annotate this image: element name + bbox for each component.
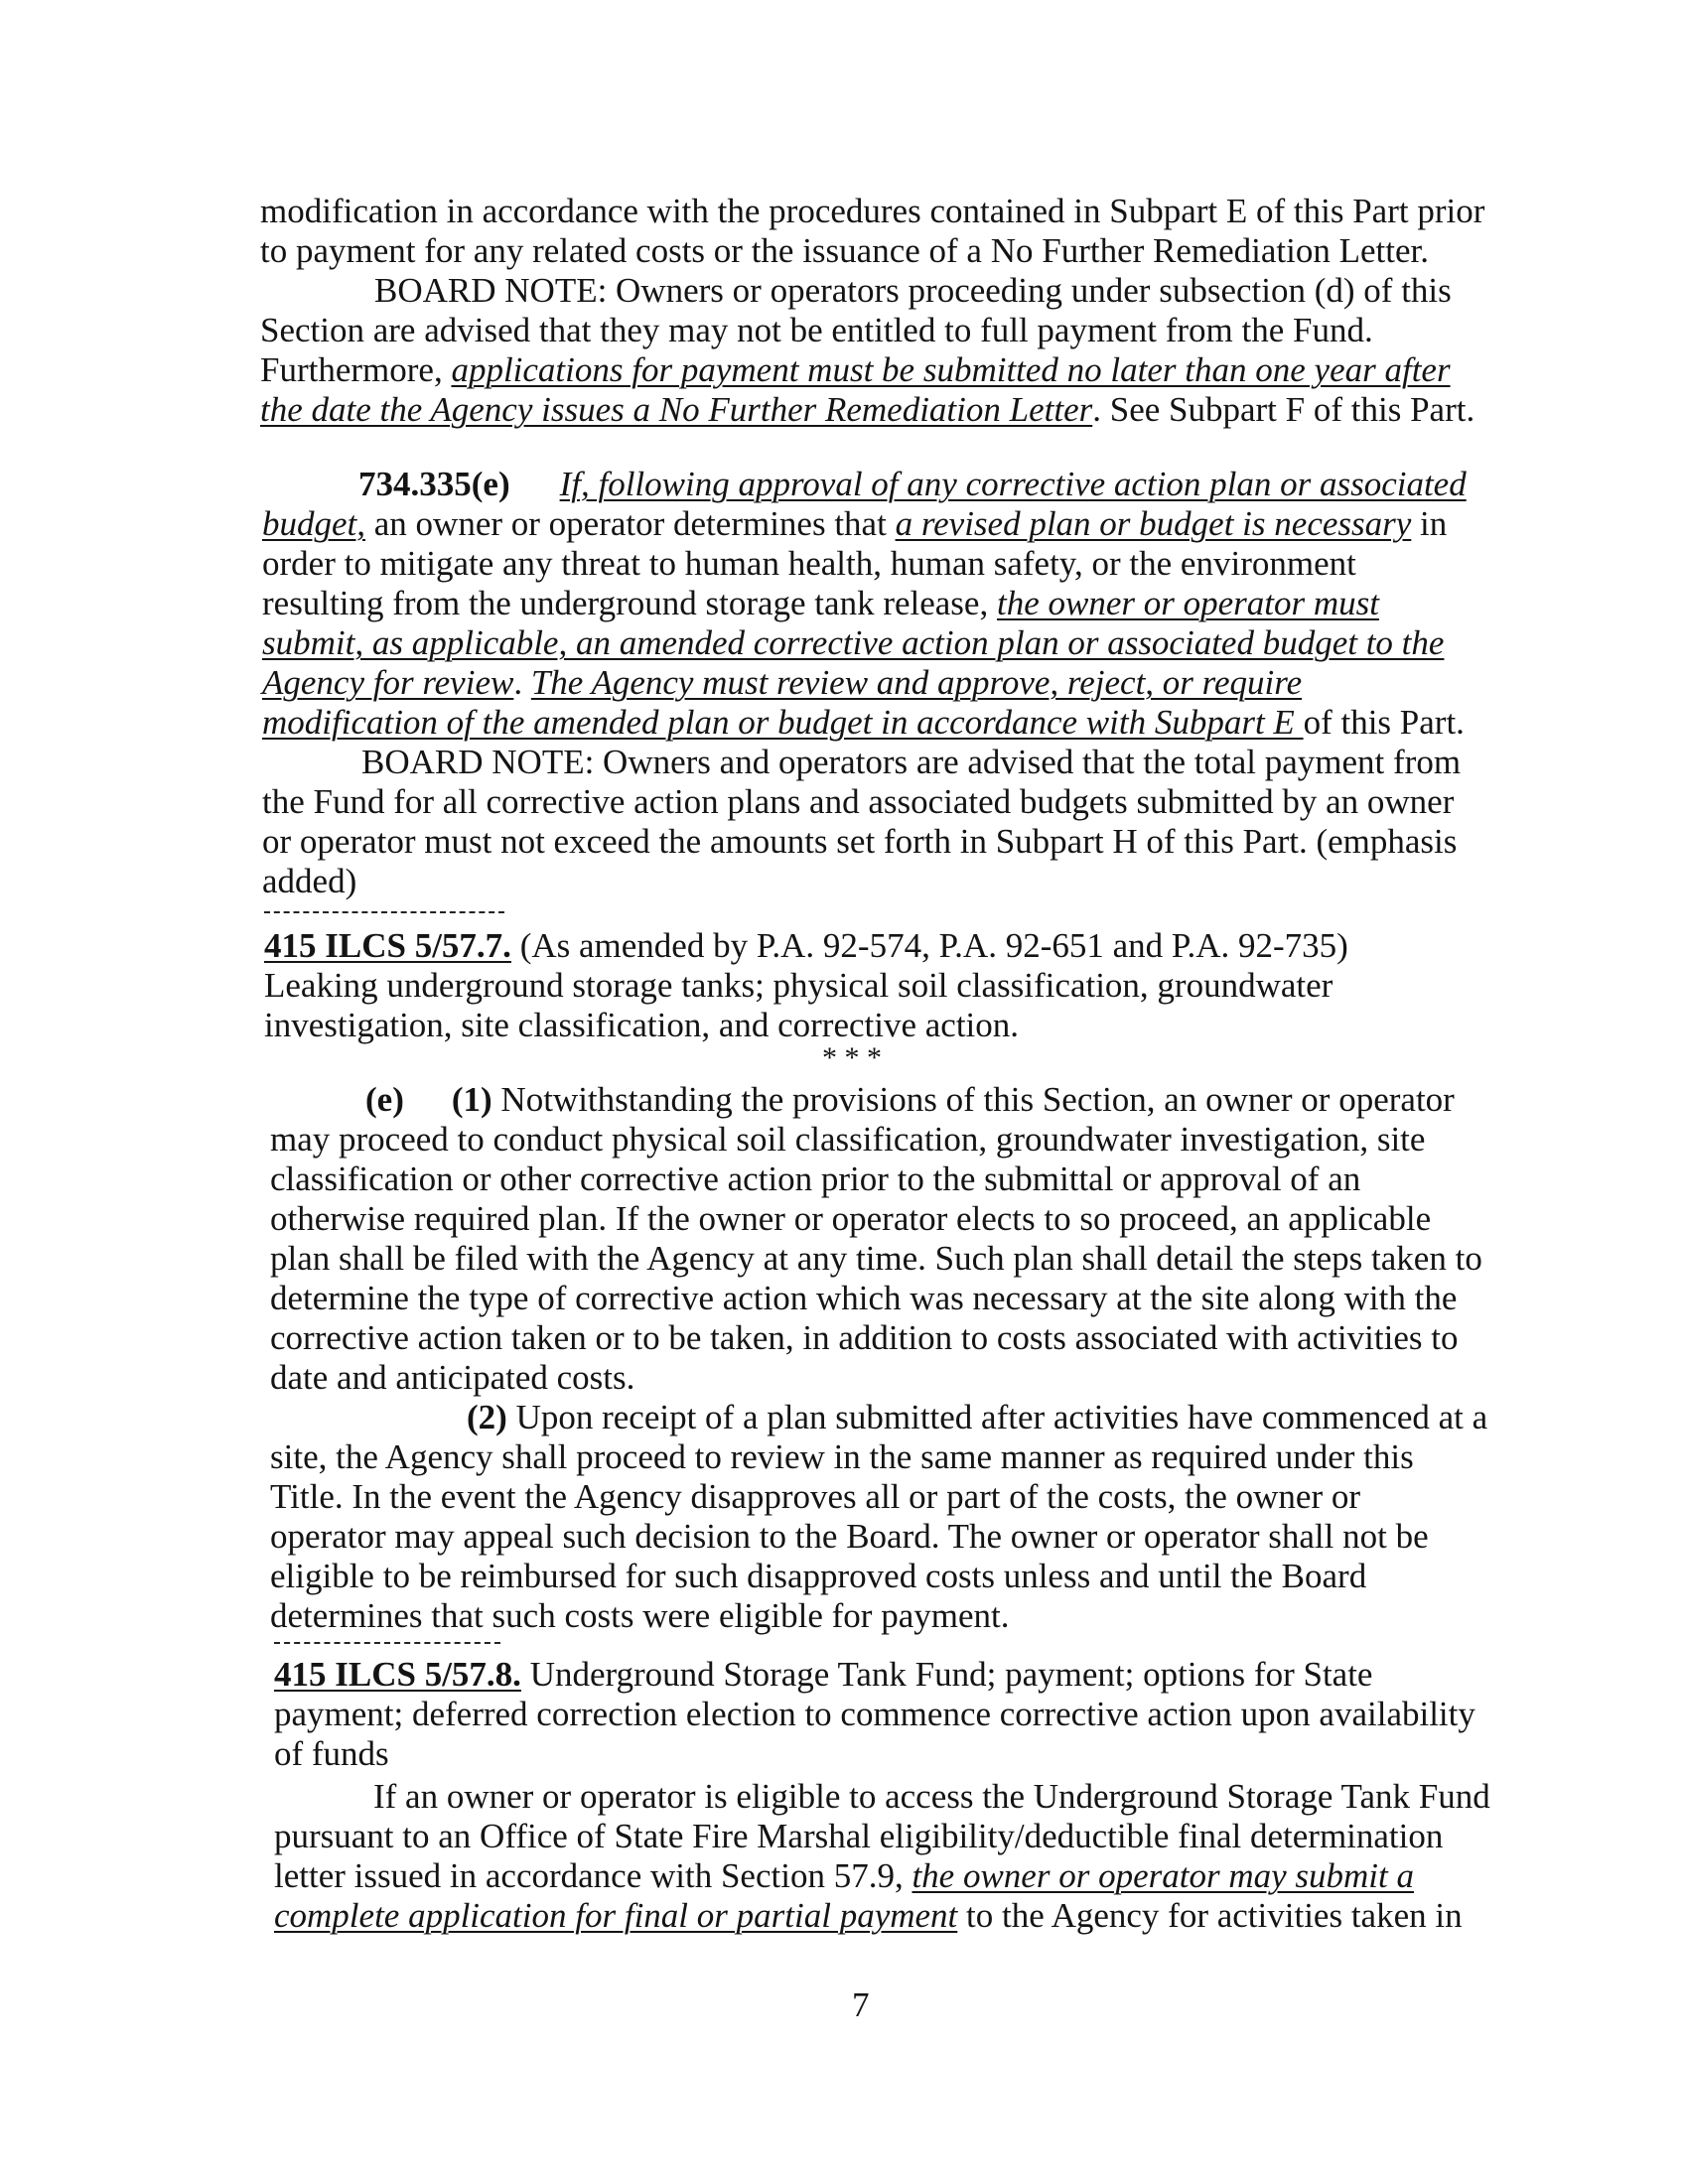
text-line: otherwise required plan. If the owner or operator elects to so proceed, an applicable <box>270 1199 1432 1238</box>
text-line: letter issued in accordance with Section 57.9, the owner or operator may submit a <box>274 1856 1414 1895</box>
emphasis: the owner or operator may submit a <box>912 1856 1414 1895</box>
emphasis: modification of the amended plan or budget in accordance with Subpart E <box>262 703 1304 742</box>
text-line: modification in accordance with the procedures contained in Subpart E of this Part prior <box>260 192 1485 230</box>
emphasis: a revised plan or budget is necessary <box>895 504 1412 543</box>
text-line: the Fund for all corrective action plans and associated budgets submitted by an owner <box>262 782 1455 821</box>
text-line <box>262 623 1444 663</box>
text-line: or operator must not exceed the amounts set forth in Subpart H of this Part. (emphasis <box>262 822 1458 861</box>
text-line: Title. In the event the Agency disapproves all or part of the costs, the owner or <box>270 1477 1361 1516</box>
text-line: eligible to be reimbursed for such disapproved costs unless and until the Board <box>270 1557 1367 1595</box>
emphasis: complete application for final or partial payment <box>274 1896 958 1935</box>
text-line: pursuant to an Office of State Fire Marshal eligibility/deductible final determination <box>274 1817 1444 1855</box>
statute-citation: 415 ILCS 5/57.8. <box>274 1655 521 1694</box>
paragraph-label: (1) <box>451 1080 492 1119</box>
text-line: classification or other corrective action prior to the submittal or approval of an <box>270 1160 1361 1198</box>
text-line: added) <box>262 862 357 900</box>
separator-rule <box>264 911 504 913</box>
paragraph-label: (2) <box>467 1398 507 1436</box>
text-line: Leaking underground storage tanks; physical soil classification, groundwater <box>264 966 1333 1005</box>
text-line: If an owner or operator is eligible to access the Underground Storage Tank Fund <box>373 1777 1490 1816</box>
text-line: Furthermore, applications for payment must be submitted no later than one year after <box>260 350 1451 389</box>
text-line: to payment for any related costs or the issuance of a No Further Remediation Letter. <box>260 231 1429 270</box>
text-line: (2) Upon receipt of a plan submitted after activities have commenced at a <box>467 1398 1488 1436</box>
emphasis: submit, as applicable, an amended corrective action plan or associated budget to the <box>262 623 1445 662</box>
text-line: (e) (1) Notwithstanding the provisions of this Section, an owner or operator <box>365 1080 1455 1119</box>
text-line: corrective action taken or to be taken, in addition to costs associated with activities to <box>270 1318 1459 1357</box>
emphasis: The Agency must review and approve, reject, or require <box>530 663 1303 702</box>
page-number: 7 <box>852 1985 870 2024</box>
text-line: Agency for review. The Agency must review and approve, reject, or require <box>262 663 1303 702</box>
subsection-label: (e) <box>365 1080 404 1119</box>
board-note: BOARD NOTE: Owners or operators proceeding under subsection (d) of this <box>374 271 1452 310</box>
emphasis: Agency for review <box>262 663 514 702</box>
text-line: determines that such costs were eligible for payment. <box>270 1596 1010 1635</box>
emphasis: the owner or operator must <box>996 584 1379 622</box>
statute-citation: 415 ILCS 5/57.7. <box>264 926 511 965</box>
emphasis: budget, <box>262 504 366 543</box>
section-break-stars: * * * <box>822 1041 882 1074</box>
text-line: investigation, site classification, and corrective action. <box>264 1006 1020 1044</box>
text-line: of funds <box>274 1734 389 1773</box>
text-line <box>358 465 1467 504</box>
emphasis: applications for payment must be submitted no later than one year after <box>451 350 1451 389</box>
text-line: modification of the amended plan or budget in accordance with Subpart E of this Part. <box>262 703 1465 742</box>
text-line: plan shall be filed with the Agency at any time. Such plan shall detail the steps taken to <box>270 1239 1482 1278</box>
text-line: Section are advised that they may not be entitled to full payment from the Fund. <box>260 311 1373 349</box>
board-note: BOARD NOTE: Owners and operators are advised that the total payment from <box>361 743 1462 781</box>
separator-rule <box>274 1642 500 1644</box>
text-line: resulting from the underground storage tank release, the owner or operator must <box>262 584 1379 622</box>
text-line: complete application for final or partial payment to the Agency for activities taken in <box>274 1896 1463 1935</box>
text-line: 415 ILCS 5/57.8. Underground Storage Tank Fund; payment; options for State <box>274 1655 1373 1694</box>
emphasis: If, following approval of any corrective action plan or associated <box>559 465 1467 503</box>
text-line: determine the type of corrective action which was necessary at the site along with the <box>270 1279 1458 1317</box>
text-line: payment; deferred correction election to commence corrective action upon availability <box>274 1695 1475 1733</box>
section-number: 734.335(e) <box>358 465 510 503</box>
text-line: site, the Agency shall proceed to review in the same manner as required under this <box>270 1437 1414 1476</box>
text-line: date and anticipated costs. <box>270 1358 635 1397</box>
text-line: operator may appeal such decision to the Board. The owner or operator shall not be <box>270 1517 1429 1556</box>
text-line: 415 ILCS 5/57.7. (As amended by P.A. 92-574, P.A. 92-651 and P.A. 92-735) <box>264 926 1348 965</box>
text-line: budget, an owner or operator determines that a revised plan or budget is necessary in <box>262 504 1448 543</box>
text-line: order to mitigate any threat to human health, human safety, or the environment <box>262 544 1356 583</box>
text-line: the date the Agency issues a No Further Remediation Letter. See Subpart F of this Part. <box>260 390 1475 429</box>
text-line: may proceed to conduct physical soil classification, groundwater investigation, site <box>270 1120 1426 1159</box>
emphasis: the date the Agency issues a No Further Remediation Letter <box>260 390 1093 429</box>
